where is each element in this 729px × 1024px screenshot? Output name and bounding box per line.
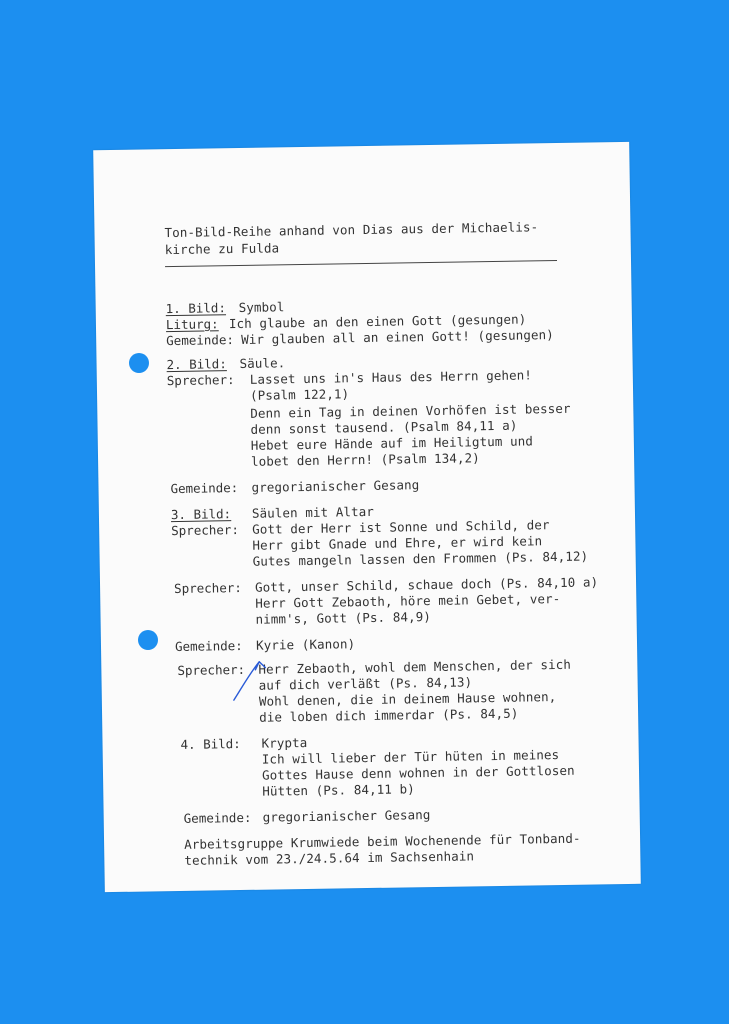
s2-sprecher-line-1: Lasset uns in's Haus des Herrn gehen! [249, 367, 533, 387]
s3-sprecher3-line-3: Wohl denen, die in deinem Hause wohnen, [258, 689, 557, 709]
s3-gemeinde-text: Kyrie (Kanon) [255, 636, 356, 653]
s2-bild-text: Säule. [239, 355, 286, 371]
s3-gemeinde-label: Gemeinde: [174, 637, 243, 655]
s3-sprecher1-line-3: Gutes mangeln lassen den Frommen (Ps. 84,12) [252, 548, 589, 569]
s2-sprecher-label: Sprecher: [166, 372, 235, 389]
s3-sprecher1-line-2: Herr gibt Gnade und Ehre, er wird kein [252, 533, 543, 553]
pen-checkmark-icon [229, 654, 270, 705]
s3-sprecher2-label: Sprecher: [173, 579, 242, 597]
typed-page [93, 142, 641, 892]
s3-bild-text: Säulen mit Altar [251, 503, 375, 521]
s4-line-2: Ich will lieber der Tür hüten in meines [261, 747, 560, 767]
s1-liturg-label: Liturg: [165, 316, 219, 333]
s3-sprecher2-line-3: nimm's, Gott (Ps. 84,9) [255, 609, 432, 627]
s3-sprecher3-line-2: auf dich verläßt (Ps. 84,13) [258, 674, 473, 693]
s3-sprecher2-line-1: Gott, unser Schild, schaue doch (Ps. 84,10 a) [254, 574, 599, 595]
s3-sprecher3-line-1: Herr Zebaoth, wohl dem Menschen, der sich [258, 656, 572, 677]
footer-line-2: technik vom 23./24.5.64 im Sachsenhain [184, 848, 475, 868]
s1-bild-text: Symbol [238, 299, 285, 315]
s2-sprecher-line-6: lobet den Herrn! (Psalm 134,2) [250, 450, 480, 469]
s3-sprecher3-line-4: die loben dich immerdar (Ps. 84,5) [259, 705, 519, 725]
s3-bild-label: 3. Bild: [170, 506, 232, 523]
s1-bild-label: 1. Bild: [165, 300, 227, 317]
title-rule [165, 260, 557, 267]
s2-sprecher-line-2: (Psalm 122,1) [249, 386, 350, 403]
s4-line-3: Gottes Hause denn wohnen in der Gottlosen [261, 762, 575, 783]
s2-gemeinde-label: Gemeinde: [170, 480, 239, 497]
s4-line-1: Krypta [261, 734, 308, 751]
title-line-1: Ton-Bild-Reihe anhand von Dias aus der Michaelis- [164, 219, 539, 241]
s4-gemeinde-text: gregorianischer Gesang [262, 807, 431, 825]
s1-liturg-text: Ich glaube an den einen Gott (gesungen) [228, 311, 527, 332]
footer-line-1: Arbeitsgruppe Krumwiede beim Wochenende für Tonband- [184, 830, 581, 852]
s4-line-4: Hütten (Ps. 84,11 b) [262, 781, 415, 799]
s2-sprecher-line-3: Denn ein Tag in deinen Vorhöfen ist besser [250, 400, 571, 421]
s4-gemeinde-label: Gemeinde: [183, 809, 252, 826]
punch-hole-top [129, 353, 149, 373]
s3-sprecher2-line-2: Herr Gott Zebaoth, höre mein Gebet, ver- [255, 590, 561, 611]
s2-sprecher-line-5: Hebet eure Hände auf im Heiligtum und [250, 433, 534, 453]
s3-sprecher3-label: Sprecher: [177, 661, 246, 678]
punch-hole-bottom [138, 630, 158, 650]
title-line-2: kirche zu Fulda [164, 240, 280, 258]
s2-bild-label: 2. Bild: [166, 356, 227, 373]
s3-sprecher1-label: Sprecher: [171, 522, 240, 539]
s4-bild-label: 4. Bild: [180, 736, 241, 752]
s3-sprecher1-line-1: Gott der Herr ist Sonne und Schild, der [252, 517, 550, 537]
s1-gemeinde-label: Gemeinde: [166, 332, 235, 349]
s2-sprecher-line-4: denn sonst tausend. (Psalm 84,11 a) [250, 417, 518, 437]
s2-gemeinde-text: gregorianischer Gesang [251, 477, 420, 495]
s1-gemeinde-text: Wir glauben all an einen Gott! (gesungen) [241, 327, 554, 347]
